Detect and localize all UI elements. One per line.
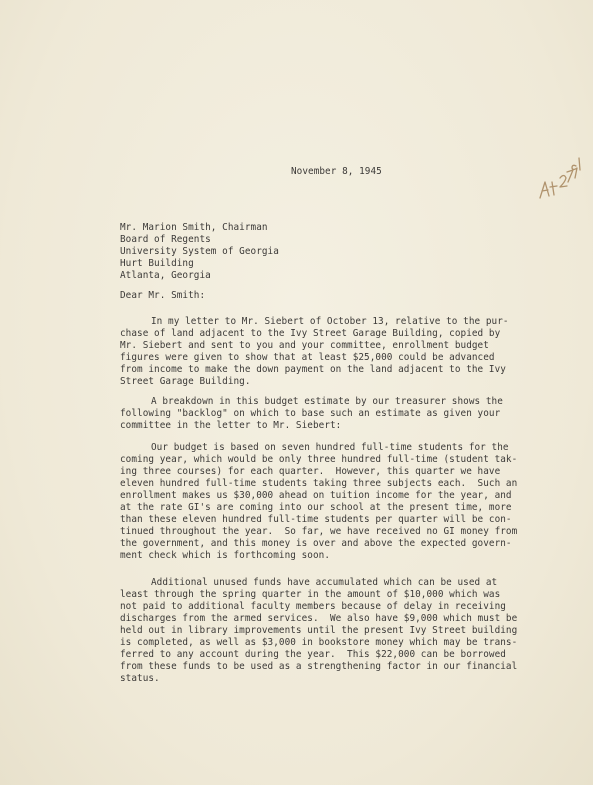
paragraph-line: least through the spring quarter in the amount of $10,000 which was xyxy=(120,589,501,600)
paragraph-line: ment check which is forthcoming soon. xyxy=(120,550,330,561)
body-paragraph xyxy=(120,317,540,392)
address-line: Mr. Marion Smith, Chairman xyxy=(120,222,268,233)
paragraph-line: chase of land adjacent to the Ivy Street Garage Building, copied by xyxy=(120,328,501,339)
paragraph-line: following "backlog" on which to base such an estimate as given your xyxy=(120,408,501,419)
paragraph-line: Additional unused funds have accumulated which can be used at xyxy=(151,577,498,588)
address-line: Atlanta, Georgia xyxy=(120,270,211,281)
inside-address xyxy=(120,223,320,288)
paragraph-line: tinued throughout the year. So far, we have received no GI money from xyxy=(120,526,518,537)
address-line: University System of Georgia xyxy=(120,246,279,257)
body-paragraph xyxy=(120,397,540,444)
paragraph-line: from these funds to be used as a strengthening factor in our financial xyxy=(120,661,518,672)
paragraph-line: committee in the letter to Mr. Siebert: xyxy=(120,420,342,431)
paragraph-line: A breakdown in this budget estimate by our treasurer shows the xyxy=(151,396,503,407)
paragraph-line: Street Garage Building. xyxy=(120,376,251,387)
paragraph-line: figures were given to show that at least $25,000 could be advanced xyxy=(120,352,495,363)
paragraph-line: coming year, which would be only three hundred full-time (student tak- xyxy=(120,454,518,465)
salutation: Dear Mr. Smith: xyxy=(120,290,206,301)
paragraph-line: than these eleven hundred full-time students per quarter will be con- xyxy=(120,514,512,525)
paragraph-line: eleven hundred full-time students taking three subjects each. Such an xyxy=(120,478,518,489)
body-paragraph xyxy=(120,577,540,684)
paragraph-line: Our budget is based on seven hundred full-time students for the xyxy=(151,442,509,453)
paragraph-line: not paid to additional faculty members because of delay in receiving xyxy=(120,601,506,612)
paragraph-line: enrollment makes us $30,000 ahead on tuition income for the year, and xyxy=(120,490,512,501)
handwritten-note-icon xyxy=(536,148,584,204)
paragraph-line: from income to make the down payment on the land adjacent to the Ivy xyxy=(120,364,506,375)
address-line: Hurt Building xyxy=(120,258,194,269)
paragraph-line: the government, and this money is over and above the expected govern- xyxy=(120,538,512,549)
paragraph-line: is completed, as well as $3,000 in bookstore money which may be trans- xyxy=(120,637,518,648)
letter-date: November 8, 1945 xyxy=(291,166,382,177)
paragraph-line: discharges from the armed services. We also have $9,000 which must be xyxy=(120,613,518,624)
paragraph-line: In my letter to Mr. Siebert of October 13, relative to the pur- xyxy=(151,316,509,327)
paragraph-line: at the rate GI's are coming into our school at the present time, more xyxy=(120,502,512,513)
paragraph-line: Mr. Siebert and sent to you and your committee, enrollment budget xyxy=(120,340,489,351)
paragraph-line: held out in library improvements until the present Ivy Street building xyxy=(120,625,518,636)
body-paragraph xyxy=(120,442,540,561)
paragraph-line: ferred to any account during the year. This $22,000 can be borrowed xyxy=(120,649,506,660)
paragraph-line: status. xyxy=(120,673,160,684)
address-line: Board of Regents xyxy=(120,234,211,245)
paragraph-line: ing three courses) for each quarter. However, this quarter we have xyxy=(120,466,501,477)
